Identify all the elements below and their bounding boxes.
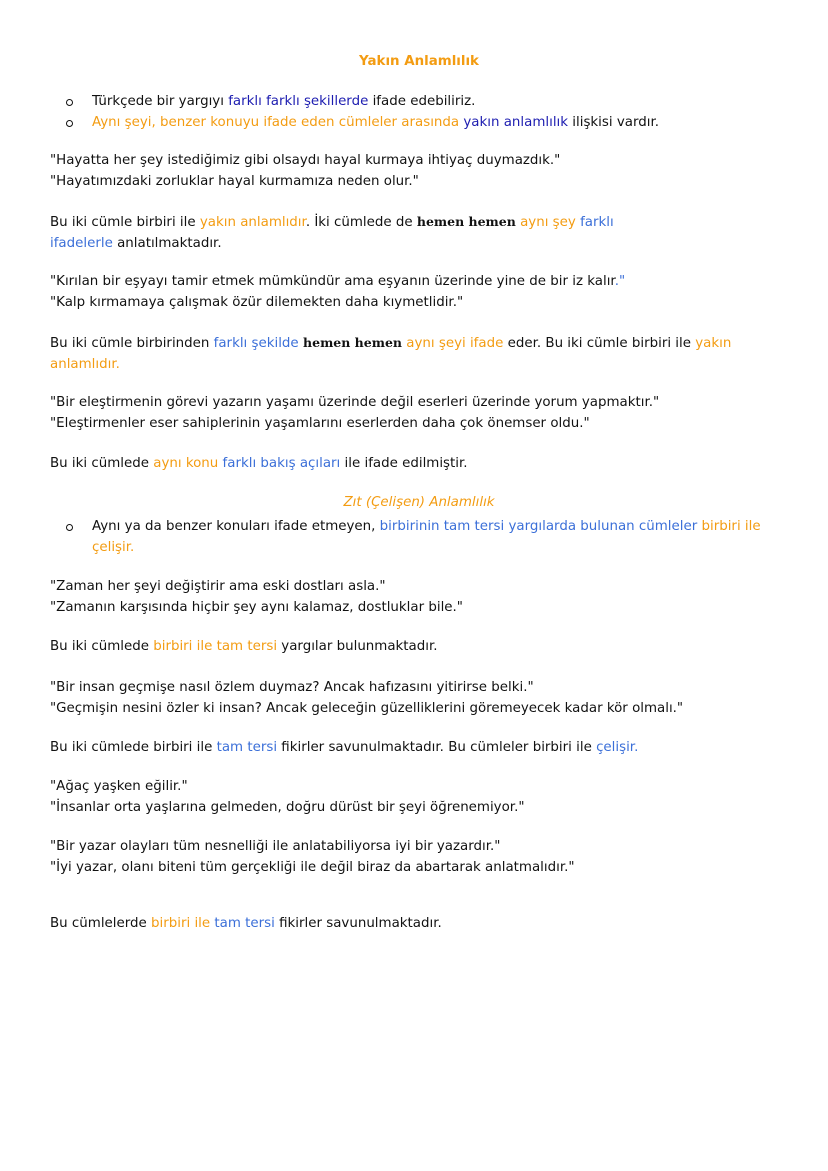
highlight-orange: yakın anlamlıdır — [199, 215, 306, 230]
example-pair — [50, 271, 788, 313]
text: yargılar bulunmaktadır. — [277, 639, 438, 654]
list-item — [50, 112, 788, 133]
example-sentence: "Hayatta her şey istediğimiz gibi olsaydı hayal kurmaya ihtiyaç duymazdık." — [50, 153, 561, 168]
example-sentence: "Bir yazar olayları tüm nesnelliği ile anlatabiliyorsa iyi bir yazardır." — [50, 839, 501, 854]
example-sentence: "İyi yazar, olanı biteni tüm gerçekliği ile değil biraz da abartarak anlatmalıdır." — [50, 860, 575, 875]
highlight-blue: ifadelerle — [50, 236, 113, 251]
text: fikirler savunulmaktadır. — [274, 916, 442, 931]
serif-phrase: hemen hemen — [298, 335, 402, 350]
highlight-blue: tam tersi — [210, 916, 275, 931]
example-sentence: "Kırılan bir eşyayı tamir etmek mümkündür ama eşyanın üzerinde yine de bir iz kalır — [50, 274, 615, 289]
highlight-dark-blue: yakın anlamlılık — [459, 115, 569, 130]
text: ile ifade edilmiştir. — [340, 456, 468, 471]
circle-bullet-icon — [66, 120, 73, 127]
text: Bu cümlelerde — [50, 916, 152, 931]
explanation — [50, 332, 788, 375]
text: Bu iki cümle birbirinden — [50, 336, 214, 351]
text: Bu iki cümlede — [50, 639, 154, 654]
text: Bu iki cümlede — [50, 456, 154, 471]
bullet-text: Türkçede bir yargıyı — [92, 94, 229, 109]
example-sentence: "Zamanın karşısında hiçbir şey aynı kalamaz, dostluklar bile." — [50, 600, 463, 615]
example-sentence: "Geçmişin nesini özler ki insan? Ancak geleceğin güzelliklerini göremeyecek kadar kör olmalı." — [50, 701, 684, 716]
circle-bullet-icon — [66, 524, 73, 531]
list-item — [50, 516, 788, 558]
bullet-text: ilişkisi vardır. — [568, 115, 660, 130]
example-sentence: "Bir insan geçmişe nasıl özlem duymaz? Ancak hafızasını yitirirse belki." — [50, 680, 534, 695]
explanation — [50, 211, 788, 254]
text: Bu iki cümlede birbiri ile — [50, 740, 217, 755]
explanation — [50, 636, 788, 657]
highlight-orange: çelişir. — [92, 540, 135, 555]
highlight-orange: aynı şey — [515, 215, 576, 230]
explanation — [50, 913, 788, 934]
highlight-orange: birbiri ile — [697, 519, 761, 534]
highlight-orange: birbiri ile tam tersi — [153, 639, 278, 654]
highlight-blue: farklı bakış açıları — [218, 456, 341, 471]
highlight-blue: farklı şekilde — [213, 336, 299, 351]
example-pair — [50, 392, 788, 434]
highlight-orange: anlamlıdır. — [50, 357, 120, 372]
highlight-blue: birbirinin tam tersi yargılarda bulunan cümleler — [379, 519, 698, 534]
example-sentence: "Bir eleştirmenin görevi yazarın yaşamı üzerinde değil eserleri üzerinde yorum yapmaktır." — [50, 395, 660, 410]
highlight-orange: yakın — [695, 336, 732, 351]
circle-bullet-icon — [66, 99, 73, 106]
example-pair — [50, 836, 788, 878]
example-pair — [50, 677, 788, 719]
example-sentence: "Zaman her şeyi değiştirir ama eski dostları asla." — [50, 579, 386, 594]
example-sentence: "Ağaç yaşken eğilir." — [50, 779, 188, 794]
bullet-text: ifade edebiliriz. — [368, 94, 476, 109]
example-sentence: "İnsanlar orta yaşlarına gelmeden, doğru dürüst bir şeyi öğrenemiyor." — [50, 800, 525, 815]
example-pair — [50, 150, 788, 192]
section-title-yakin: Yakın Anlamlılık — [359, 54, 479, 69]
highlight-blue: tam tersi — [216, 740, 278, 755]
example-sentence: "Hayatımızdaki zorluklar hayal kurmamıza neden olur." — [50, 174, 419, 189]
highlight-orange: birbiri ile — [151, 916, 211, 931]
example-sentence: "Eleştirmenler eser sahiplerinin yaşamlarını eserlerden daha çok önemser oldu." — [50, 416, 590, 431]
bullet-list — [50, 91, 788, 133]
list-item — [50, 91, 788, 112]
text: anlatılmaktadır. — [112, 236, 222, 251]
highlight-blue: farklı — [575, 215, 614, 230]
text: eder. Bu iki cümle birbiri ile — [503, 336, 696, 351]
section-title-zit: Zıt (Çelişen) Anlamlılık — [343, 495, 495, 510]
highlight-orange: aynı şeyi ifade — [402, 336, 504, 351]
example-sentence: "Kalp kırmamaya çalışmak özür dilemekten daha kıymetlidir." — [50, 295, 464, 310]
serif-phrase: hemen hemen — [416, 214, 516, 229]
text: fikirler savunulmaktadır. Bu cümleler birbiri ile — [277, 740, 597, 755]
highlight-blue: çelişir. — [596, 740, 639, 755]
explanation — [50, 737, 788, 758]
highlight-blue: ." — [614, 274, 626, 289]
bullet-text: Aynı ya da benzer konuları ifade etmeyen, — [92, 519, 380, 534]
bullet-list — [50, 516, 788, 558]
highlight-orange: Aynı şeyi, benzer konuyu ifade eden cümleler arasında — [92, 115, 460, 130]
explanation — [50, 453, 788, 474]
text: Bu iki cümle birbiri ile — [50, 215, 200, 230]
example-pair — [50, 576, 788, 618]
highlight-orange: aynı konu — [153, 456, 219, 471]
example-pair — [50, 776, 788, 818]
text: . İki cümlede de — [305, 215, 417, 230]
highlight-dark-blue: farklı farklı şekillerde — [228, 94, 369, 109]
